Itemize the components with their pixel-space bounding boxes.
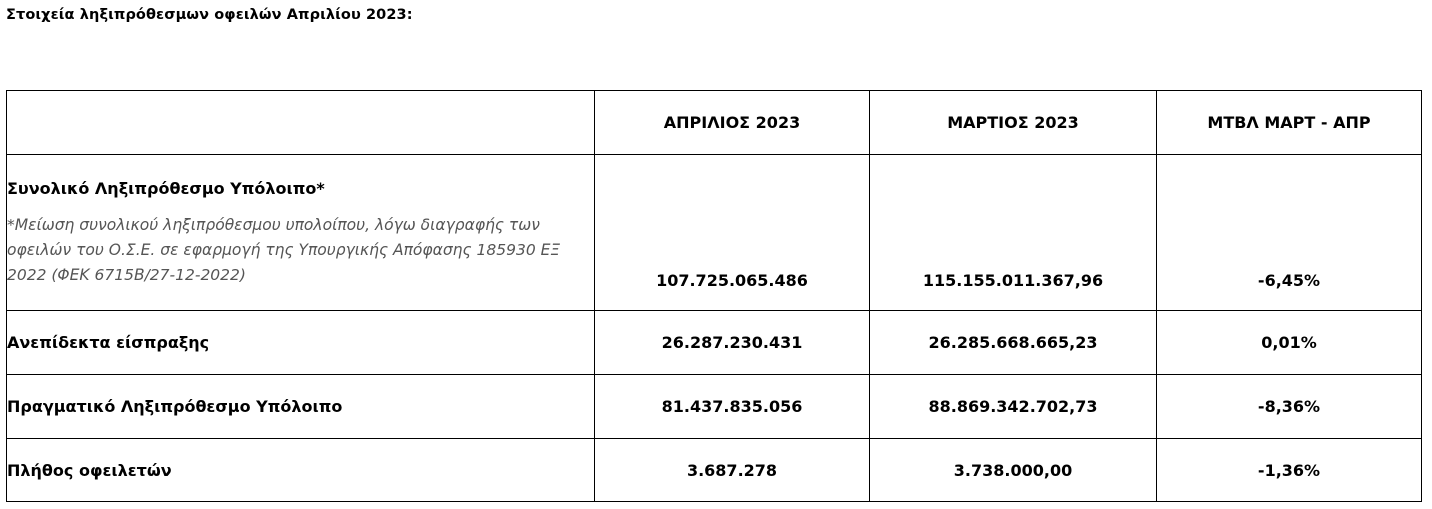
row-label: Ανεπίδεκτα είσπραξης [7,311,595,375]
table-row-uncollectible [7,311,1422,375]
march-value: 88.869.342.702,73 [870,375,1157,439]
row-label: Συνολικό Ληξιπρόθεσμο Υπόλοιπο* [7,179,325,198]
april-value: 3.687.278 [595,439,870,502]
row-label-cell [7,155,595,311]
row-label: Πλήθος οφειλετών [7,439,595,502]
overdue-debts-table [6,90,1422,502]
change-value: -8,36% [1157,375,1422,439]
april-value: 107.725.065.486 [595,155,870,311]
change-value: -6,45% [1157,155,1422,311]
table-header-row [7,91,1422,155]
table-row-total-overdue [7,155,1422,311]
change-value: -1,36% [1157,439,1422,502]
table-row-debtor-count [7,439,1422,502]
page-title: Στοιχεία ληξιπρόθεσμων οφειλών Απριλίου 2023: [6,7,413,23]
march-value: 3.738.000,00 [870,439,1157,502]
header-empty-cell [7,91,595,155]
header-change-march-april: ΜΤΒΛ ΜΑΡΤ - ΑΠΡ [1157,91,1422,155]
table-row-actual-overdue [7,375,1422,439]
april-value: 81.437.835.056 [595,375,870,439]
change-value: 0,01% [1157,311,1422,375]
header-april-2023: ΑΠΡΙΛΙΟΣ 2023 [595,91,870,155]
march-value: 115.155.011.367,96 [870,155,1157,311]
march-value: 26.285.668.665,23 [870,311,1157,375]
row-label: Πραγματικό Ληξιπρόθεσμο Υπόλοιπο [7,375,595,439]
header-march-2023: ΜΑΡΤΙΟΣ 2023 [870,91,1157,155]
april-value: 26.287.230.431 [595,311,870,375]
row-footnote: *Μείωση συνολικού ληξιπρόθεσμου υπολοίπου, λόγω διαγραφής των οφειλών του Ο.Σ.Ε. σε εφαρμογή της Υπουργικής Απόφασης 185930 ΕΞ 2022 (ΦΕΚ 6715Β/27-12-2022) [7,216,561,284]
